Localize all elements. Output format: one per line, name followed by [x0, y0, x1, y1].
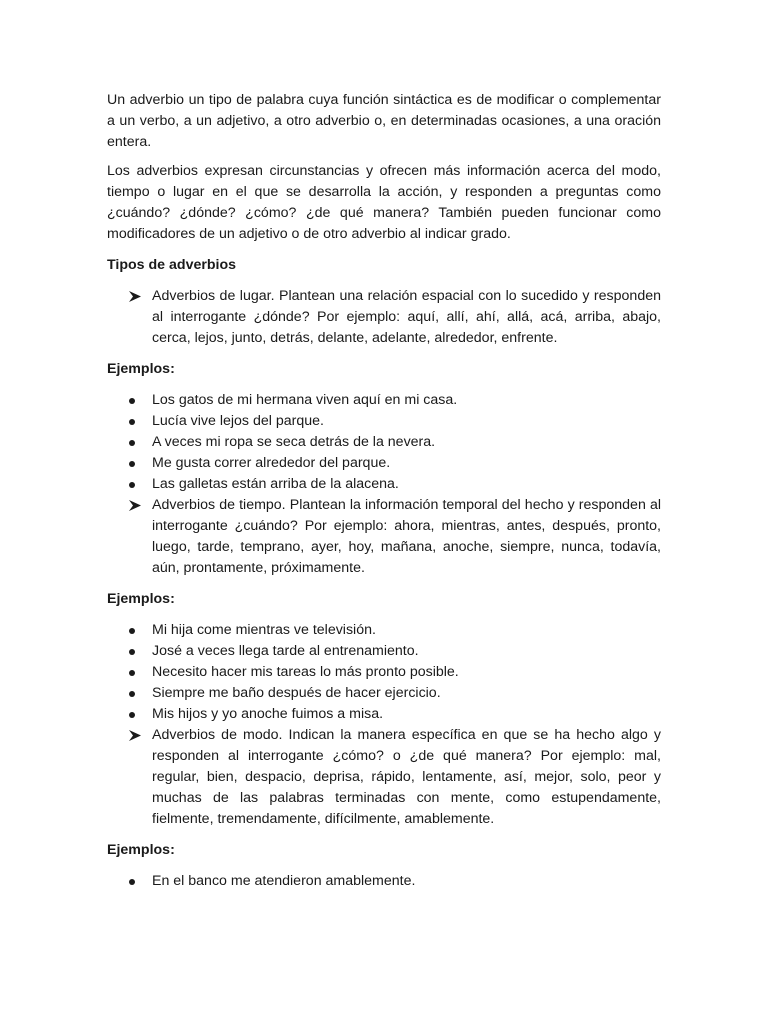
example-text: Lucía vive lejos del parque.: [152, 413, 324, 429]
arrow-bullet-icon: [129, 730, 141, 741]
type-text: Adverbios de modo. Indican la manera específica en que se ha hecho algo y responden al interrogante ¿cómo? o ¿de qué manera? Por ejemplo: mal, regular, bien, despacio, deprisa, rápido, lentamente, así, mejor, solo, peor y muchas de las palabras terminadas con mente, como estupendamente, fielmente, tremendamente, difícilmente, amablemente.: [152, 727, 661, 827]
list-item: [107, 683, 661, 704]
list-item: [107, 704, 661, 725]
list-item: [107, 871, 661, 892]
examples-list-lugar: [107, 390, 661, 579]
type-list-lugar: [107, 286, 661, 349]
example-text: Me gusta correr alrededor del parque.: [152, 455, 391, 471]
bullet-dot-icon: [129, 628, 135, 634]
examples-label: Ejemplos:: [107, 591, 175, 607]
bullet-dot-icon: [129, 670, 135, 676]
example-text: A veces mi ropa se seca detrás de la nevera.: [152, 434, 436, 450]
type-text: Adverbios de tiempo. Plantean la información temporal del hecho y responden al interrogante ¿cuándo? Por ejemplo: ahora, mientras, antes, después, pronto, luego, tarde, temprano, ayer, hoy, mañana, anoche, siempre, nunca, todavía, aún, prontamente, próximamente.: [152, 497, 661, 576]
intro-paragraph-1: Un adverbio un tipo de palabra cuya función sintáctica es de modificar o complementar a un verbo, a un adjetivo, a otro adverbio o, en determinadas ocasiones, a una oración entera.: [107, 92, 661, 150]
bullet-dot-icon: [129, 482, 135, 488]
examples-list-modo: [107, 871, 661, 892]
intro-paragraph-2: Los adverbios expresan circunstancias y ofrecen más información acerca del modo, tiempo o lugar en el que se desarrolla la acción, y responden a preguntas como ¿cuándo? ¿dónde? ¿cómo? ¿de qué manera? También pueden funcionar como modificadores de un adjetivo o de otro adverbio al indicar grado.: [107, 163, 661, 242]
type-item-tiempo: [107, 495, 661, 579]
example-text: José a veces llega tarde al entrenamiento.: [152, 643, 419, 659]
arrow-bullet-icon: [129, 291, 141, 302]
list-item: [107, 474, 661, 495]
example-text: Mis hijos y yo anoche fuimos a misa.: [152, 706, 384, 722]
examples-label: Ejemplos:: [107, 842, 175, 858]
list-item: [107, 641, 661, 662]
bullet-dot-icon: [129, 649, 135, 655]
list-item: [107, 411, 661, 432]
example-text: Necesito hacer mis tareas lo más pronto posible.: [152, 664, 459, 680]
bullet-dot-icon: [129, 879, 135, 885]
bullet-dot-icon: [129, 691, 135, 697]
example-text: Los gatos de mi hermana viven aquí en mi casa.: [152, 392, 458, 408]
arrow-bullet-icon: [129, 500, 141, 511]
type-item-lugar: [107, 286, 661, 349]
example-text: Mi hija come mientras ve televisión.: [152, 622, 376, 638]
example-text: Las galletas están arriba de la alacena.: [152, 476, 399, 492]
list-item: [107, 432, 661, 453]
list-item: [107, 390, 661, 411]
bullet-dot-icon: [129, 461, 135, 467]
bullet-dot-icon: [129, 419, 135, 425]
examples-list-tiempo: [107, 620, 661, 830]
bullet-dot-icon: [129, 712, 135, 718]
bullet-dot-icon: [129, 398, 135, 404]
type-text: Adverbios de lugar. Plantean una relación espacial con lo sucedido y responden al interrogante ¿dónde? Por ejemplo: aquí, allí, ahí, allá, acá, arriba, abajo, cerca, lejos, junto, detrás, delante, adelante, alrededor, enfrente.: [152, 288, 661, 346]
example-text: Siempre me baño después de hacer ejercicio.: [152, 685, 441, 701]
list-item: [107, 453, 661, 474]
section-heading: Tipos de adverbios: [107, 257, 237, 273]
list-item: [107, 662, 661, 683]
example-text: En el banco me atendieron amablemente.: [152, 873, 416, 889]
examples-label: Ejemplos:: [107, 361, 175, 377]
type-item-modo: [107, 725, 661, 830]
list-item: [107, 620, 661, 641]
bullet-dot-icon: [129, 440, 135, 446]
